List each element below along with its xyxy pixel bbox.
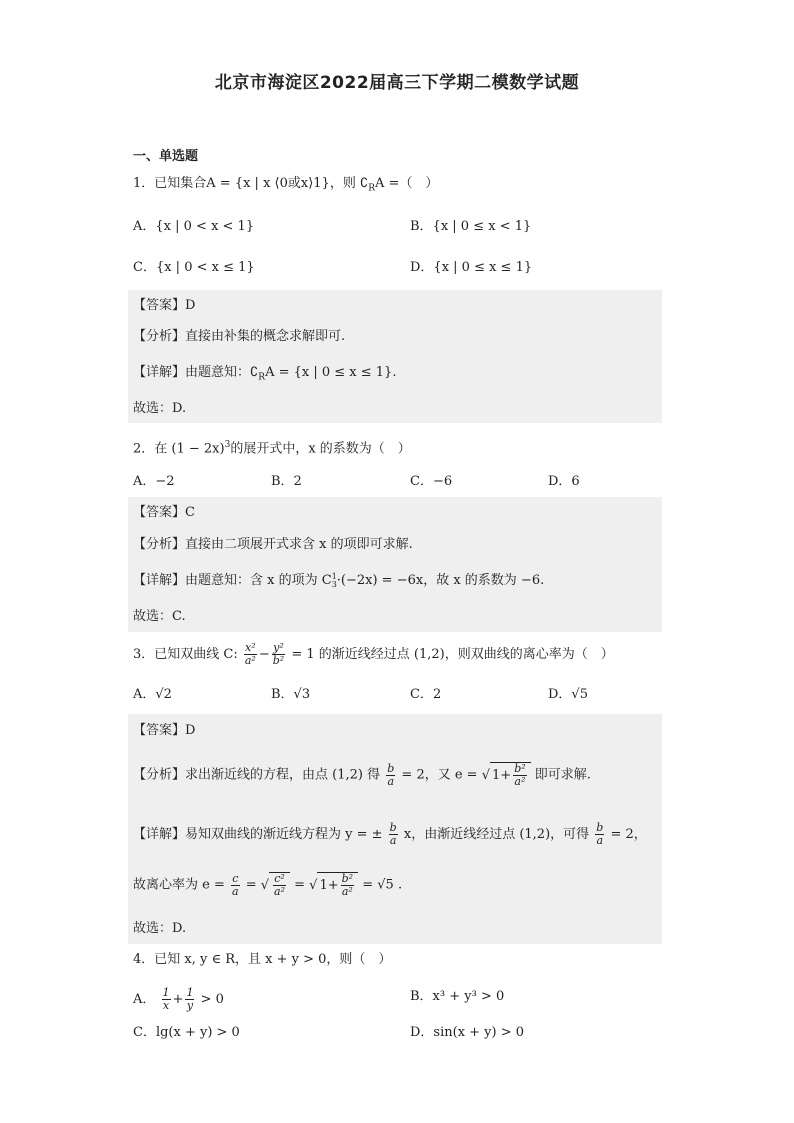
q1-choice: 故选：D. bbox=[133, 401, 187, 416]
q2-option-a: A．−2 bbox=[133, 474, 175, 489]
q2-option-b: B．2 bbox=[271, 474, 302, 489]
q3-detail: 【详解】易知双曲线的渐近线方程为 y = ± $\frac{b}{a}$ x，由渐近线经过点 (1,2)，可得 $\frac{b}{a}$ = 2， bbox=[133, 821, 647, 847]
q2-option-d: D．6 bbox=[548, 474, 580, 489]
q2-answer: 【答案】C bbox=[133, 505, 195, 520]
document-title: 北京市海淀区2022届高三下学期二模数学试题 bbox=[214, 73, 580, 93]
q2-choice: 故选：C. bbox=[133, 609, 186, 624]
q1-detail: 【详解】由题意知：$∁_RA = \{x$ | 0 ≤ x ≤ 1}. bbox=[133, 365, 397, 383]
section-heading: 一、单选题 bbox=[133, 149, 199, 164]
question-4-stem: 4．已知 x, y ∈ R，且 x + y > 0，则（ ） bbox=[133, 952, 392, 967]
q1-analysis: 【分析】直接由补集的概念求解即可. bbox=[133, 329, 346, 344]
question-1-stem: 1．已知集合A = {x | x ⟨0或x⟩1}，则 $∁_RA$ =（ ） bbox=[133, 176, 439, 194]
q3-choice: 故选：D. bbox=[133, 921, 187, 936]
q2-answer-box bbox=[128, 497, 662, 632]
question-2-stem: 2．在 $(1 - 2x)^3$的展开式中，x 的系数为（ ） bbox=[133, 440, 411, 457]
q4-option-a: A． $\frac{1}{x}$ + $\frac{1}{y}$ > 0 bbox=[133, 986, 224, 1012]
question-3-stem: 3．已知双曲线 C: $\frac{\text{x²}}{\text{a²}}$ − $\frac{\text{y²}}{\text{b²}}$ = 1 的渐近线经过点 (1,2)，则双曲线的离心率为（ ） bbox=[133, 641, 614, 667]
q3-answer: 【答案】D bbox=[133, 723, 196, 738]
q3-option-c: C．2 bbox=[410, 687, 442, 702]
q3-eccentricity: 故离心率为 e = $\frac{c}{a}$ = √ $\frac{\text{c²}}{\text{a²}}$ = √ 1+ $\frac{\text{b²}}{\text{a²}}$ = √5 . bbox=[133, 871, 403, 898]
q2-analysis: 【分析】直接由二项展开式求含 x 的项即可求解. bbox=[133, 537, 413, 552]
q3-analysis: 【分析】求出渐近线的方程，由点 (1,2) 得 $\frac{b}{a}$ = 2，又 e = √ 1+ $\frac{\text{b²}}{\text{a²}}$ 即可求解. bbox=[133, 761, 591, 788]
q2-detail: 【详解】由题意知：含 x 的项为 C 1 3 ·(−2x) = −6x，故 x 的系数为 −6. bbox=[133, 571, 545, 589]
q1-answer: 【答案】D bbox=[133, 298, 196, 313]
q3-option-d: D．√5 bbox=[548, 687, 588, 702]
q3-option-a: A．√2 bbox=[133, 687, 172, 702]
q4-option-d: D．sin(x + y) > 0 bbox=[410, 1025, 525, 1040]
q1-answer-box bbox=[128, 290, 662, 423]
q2-option-c: C．−6 bbox=[410, 474, 453, 489]
q1-option-b: B．{x | 0 ≤ x < 1} bbox=[410, 219, 532, 234]
q1-option-a: A．{x | 0 < x < 1} bbox=[133, 219, 255, 234]
q4-option-b: B．x³ + y³ > 0 bbox=[410, 989, 505, 1004]
q4-option-c: C．lg(x + y) > 0 bbox=[133, 1025, 240, 1040]
q1-option-d: D．{x | 0 ≤ x ≤ 1} bbox=[410, 260, 533, 275]
q3-option-b: B．√3 bbox=[271, 687, 311, 702]
q1-option-c: C．{x | 0 < x ≤ 1} bbox=[133, 260, 255, 275]
